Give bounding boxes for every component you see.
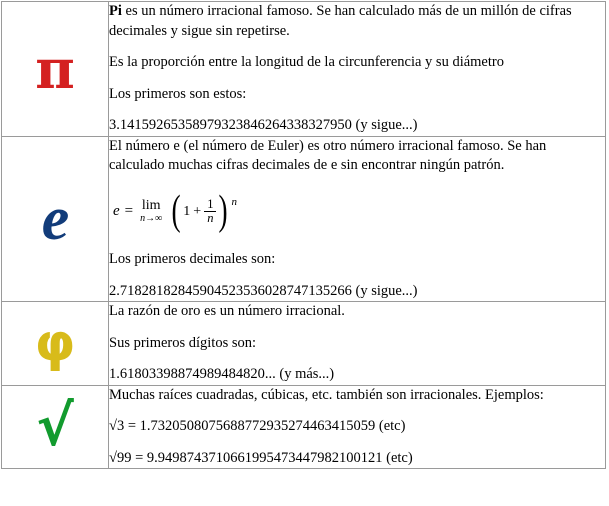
sqrt3-digits: √3 = 1.7320508075688772935274463415059 (etc) [109,418,406,435]
paragraph: La razón de oro es un número irracional. [109,303,345,320]
sqrt99-digits: √99 = 9.9498743710661995473447982100121 (etc) [109,449,413,466]
paragraph: Los primeros son estos: [109,85,247,102]
square-root-symbol: √ [36,394,74,460]
paragraph: Es la proporción entre la longitud de la circunferencia y su diámetro [109,54,504,71]
irrational-numbers-table [1,1,606,469]
symbol-cell-pi [2,2,109,137]
symbol-cell-sqrt [2,385,109,469]
paragraph: Sus primeros dígitos son: [109,334,257,351]
limit-operator [140,199,162,224]
fraction [204,198,216,225]
paragraph: Los primeros decimales son: [109,250,276,267]
paragraph: Muchas raíces cuadradas, cúbicas, etc. también son irracionales. Ejemplos: [109,386,544,403]
e-digits: 2.71828182845904523536028747135266 (y sigue...) [109,282,418,299]
right-paren-icon: ) [218,188,228,235]
description-cell-sqrt [109,385,606,469]
phi-digits: 1.61803398874989484820... (y más...) [109,366,335,383]
description-cell-pi [109,2,606,137]
fraction-numerator: 1 [207,197,214,212]
pi-symbol: π [35,36,75,101]
phi-symbol: φ [34,313,76,374]
paragraph [109,2,605,41]
euler-limit-formula [113,188,605,236]
table-row [2,2,606,137]
table-row [2,385,606,469]
description-cell-e [109,136,606,301]
parenthesized-expression [169,188,237,235]
fraction-denominator: n [204,211,216,225]
expression-plus: + [193,203,202,219]
formula-equals: = [124,203,134,220]
expression-one: 1 [183,203,191,219]
formula-lhs: e [113,203,120,220]
paragraph-text: es un número irracional famoso. Se han calculado más de un millón de cifras decimales y sigue sin repetirse. [109,3,572,39]
e-symbol: e [41,184,69,253]
table-row [2,302,606,386]
expression-body [183,198,216,225]
symbol-cell-phi [2,302,109,386]
table-row [2,136,606,301]
paragraph: El número e (el número de Euler) es otro número irracional famoso. Se han calculado muchas cifras decimales de e sin encontrar ningún patrón. [109,137,547,174]
pi-digits: 3.14159265358979323846264338327950 (y sigue...) [109,117,418,134]
pi-lead-word: Pi [109,3,122,19]
description-cell-phi [109,302,606,386]
limit-subscript: n→∞ [140,213,163,225]
formula-exponent: n [231,196,237,209]
symbol-cell-e [2,136,109,301]
left-paren-icon: ( [171,188,181,235]
limit-word: lim [141,198,161,214]
